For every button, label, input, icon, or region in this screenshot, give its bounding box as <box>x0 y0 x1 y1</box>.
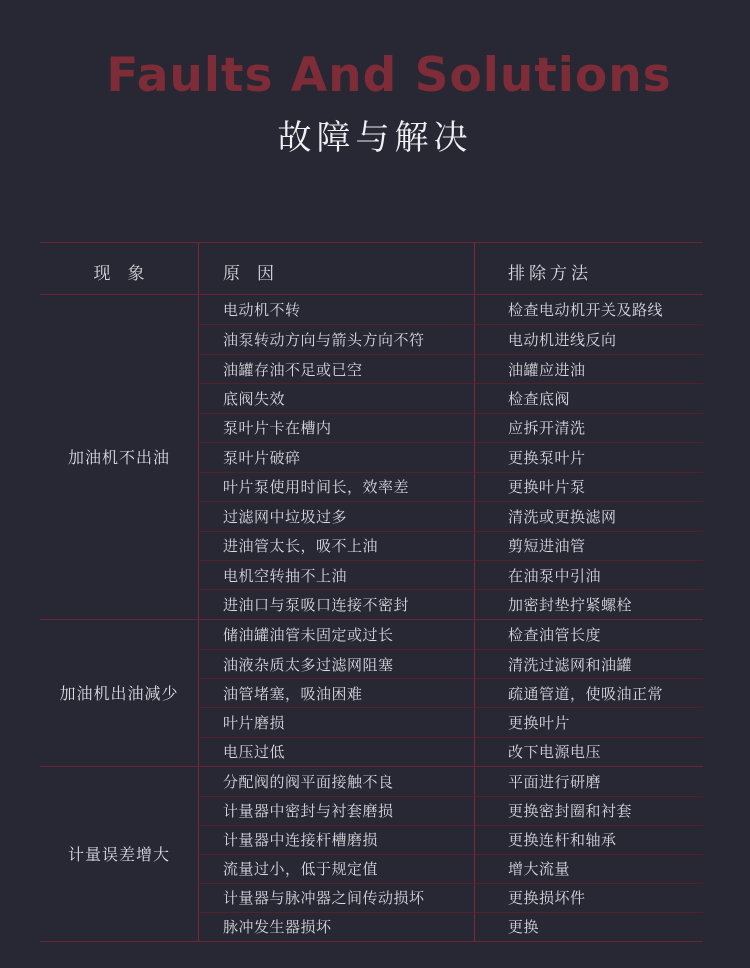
cause-cell: 电机空转抽不上油 <box>198 560 474 589</box>
cause-cell: 油液杂质太多过滤网阻塞 <box>198 649 474 678</box>
solution-cell: 更换损坏件 <box>474 883 703 912</box>
fault-section <box>40 766 703 941</box>
solution-cell: 油罐应进油 <box>474 354 703 383</box>
column-header-phenomenon: 现 象 <box>93 264 145 284</box>
column-header-solution: 排除方法 <box>474 243 703 294</box>
cause-cell: 油泵转动方向与箭头方向不符 <box>198 324 474 353</box>
cause-cell: 分配阀的阀平面接触不良 <box>198 767 474 796</box>
cause-cell: 过滤网中垃圾过多 <box>198 501 474 530</box>
solution-cell: 剪短进油管 <box>474 531 703 560</box>
cause-cell: 流量过小，低于规定值 <box>198 854 474 883</box>
solution-cell: 清洗过滤网和油罐 <box>474 649 703 678</box>
fault-section <box>40 295 703 619</box>
column-header-cause: 原 因 <box>198 243 474 294</box>
solution-cell: 检查油管长度 <box>474 620 703 649</box>
cause-cell: 计量器中连接杆槽磨损 <box>198 825 474 854</box>
solution-cell: 电动机进线反向 <box>474 324 703 353</box>
cause-cell: 底阀失效 <box>198 383 474 412</box>
page <box>0 48 750 968</box>
cause-cell: 电压过低 <box>198 737 474 766</box>
cause-cell: 储油罐油管未固定或过长 <box>198 620 474 649</box>
cause-cell: 计量器中密封与衬套磨损 <box>198 796 474 825</box>
cause-cell: 泵叶片破碎 <box>198 442 474 471</box>
faults-table <box>40 242 703 942</box>
cause-cell: 进油管太长，吸不上油 <box>198 531 474 560</box>
solution-cell: 清洗或更换滤网 <box>474 501 703 530</box>
cause-cell: 进油口与泵吸口连接不密封 <box>198 589 474 618</box>
table-header-row <box>40 243 703 295</box>
solution-cell: 加密封垫拧紧螺栓 <box>474 589 703 618</box>
solution-cell: 检查电动机开关及路线 <box>474 295 703 324</box>
fault-section <box>40 619 703 766</box>
phenomenon-cell: 加油机出油减少 <box>59 684 179 704</box>
cause-cell: 脉冲发生器损坏 <box>198 912 474 941</box>
cause-cell: 计量器与脉冲器之间传动损坏 <box>198 883 474 912</box>
page-title-en: Faults And Solutions <box>106 48 672 103</box>
cause-cell: 叶片磨损 <box>198 707 474 736</box>
phenomenon-cell: 加油机不出油 <box>67 448 170 468</box>
solution-cell: 更换 <box>474 912 703 941</box>
phenomenon-cell: 计量误差增大 <box>67 845 170 865</box>
cause-cell: 叶片泵使用时间长，效率差 <box>198 472 474 501</box>
solution-cell: 更换密封圈和衬套 <box>474 796 703 825</box>
solution-cell: 增大流量 <box>474 854 703 883</box>
solution-cell: 在油泵中引油 <box>474 560 703 589</box>
cause-cell: 电动机不转 <box>198 295 474 324</box>
solution-cell: 疏通管道，使吸油正常 <box>474 678 703 707</box>
solution-cell: 更换叶片 <box>474 707 703 736</box>
solution-cell: 改下电源电压 <box>474 737 703 766</box>
solution-cell: 更换泵叶片 <box>474 442 703 471</box>
solution-cell: 平面进行研磨 <box>474 767 703 796</box>
cause-cell: 油罐存油不足或已空 <box>198 354 474 383</box>
solution-cell: 应拆开清洗 <box>474 413 703 442</box>
cause-cell: 油管堵塞，吸油困难 <box>198 678 474 707</box>
table-body <box>40 295 703 941</box>
solution-cell: 更换连杆和轴承 <box>474 825 703 854</box>
solution-cell: 更换叶片泵 <box>474 472 703 501</box>
page-title-zh: 故障与解决 <box>277 118 473 158</box>
solution-cell: 检查底阀 <box>474 383 703 412</box>
cause-cell: 泵叶片卡在槽内 <box>198 413 474 442</box>
